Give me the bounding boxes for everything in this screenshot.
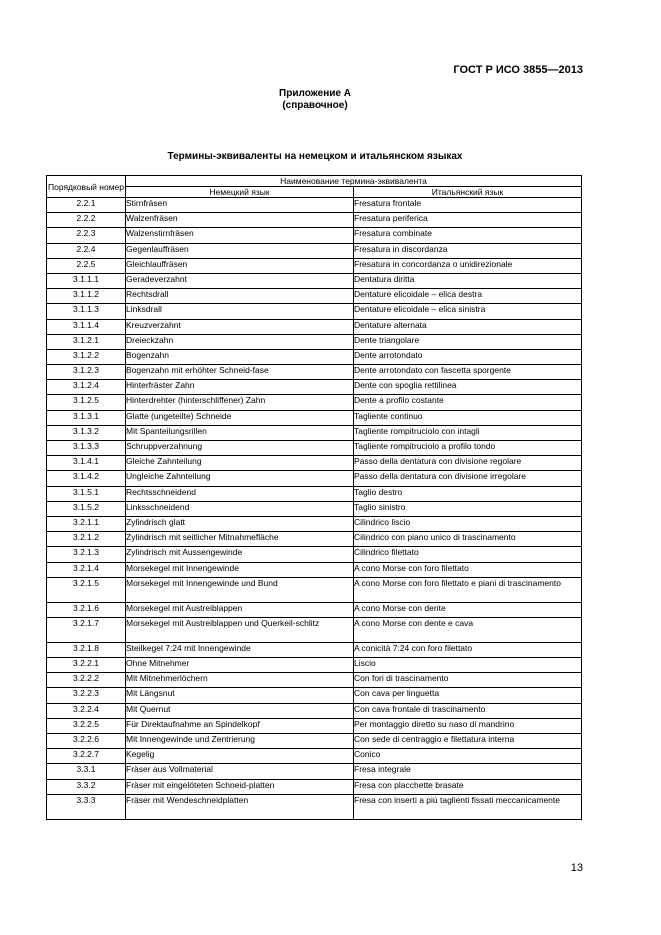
table-row <box>47 273 582 288</box>
table-row <box>47 532 582 547</box>
term-number: 3.2.2.5 <box>47 718 126 733</box>
term-number: 3.1.4.1 <box>47 456 126 471</box>
italian-term: A cono Morse con dente e cava <box>354 617 582 642</box>
term-number: 3.2.2.6 <box>47 734 126 749</box>
italian-term: Con cava frontale di trascinamento <box>354 703 582 718</box>
term-number: 3.2.2.1 <box>47 658 126 673</box>
annex-subtitle: (справочное) <box>282 100 348 111</box>
table-row <box>47 673 582 688</box>
italian-term: Fresatura combinate <box>354 228 582 243</box>
table-row <box>47 577 582 602</box>
german-term: Rechtsdrall <box>126 289 354 304</box>
table-row <box>47 547 582 562</box>
german-term: Gleichlauffräsen <box>126 258 354 273</box>
italian-term: Con fori di trascinamento <box>354 673 582 688</box>
table-row <box>47 718 582 733</box>
italian-term: Dente a profilo costante <box>354 395 582 410</box>
table-row <box>47 486 582 501</box>
table-row <box>47 365 582 380</box>
term-number: 3.1.2.1 <box>47 334 126 349</box>
table-row <box>47 642 582 657</box>
table-row <box>47 441 582 456</box>
table-row <box>47 703 582 718</box>
german-term: Mit Quernut <box>126 703 354 718</box>
german-term: Fräser mit eingelöteten Schneid-platten <box>126 779 354 794</box>
italian-term: A cono Morse con foro filettato e piani di trascinamento <box>354 577 582 602</box>
table-row <box>47 794 582 819</box>
table-row <box>47 779 582 794</box>
table-row <box>47 456 582 471</box>
table-row <box>47 243 582 258</box>
term-number: 3.1.3.2 <box>47 425 126 440</box>
col-number-header: Порядковый номер <box>47 176 126 198</box>
german-term: Kreuzverzahnt <box>126 319 354 334</box>
table-header-row <box>47 176 582 187</box>
italian-term: Cilindrico filettato <box>354 547 582 562</box>
italian-term: A conicità 7:24 con foro filettato <box>354 642 582 657</box>
term-number: 3.1.5.2 <box>47 501 126 516</box>
term-number: 3.2.1.5 <box>47 577 126 602</box>
german-term: Steilkegel 7:24 mit Innengewinde <box>126 642 354 657</box>
italian-term: Passo della dentatura con divisione regolare <box>354 456 582 471</box>
italian-term: Con cava per linguetta <box>354 688 582 703</box>
german-term: Linksschneidend <box>126 501 354 516</box>
table-row <box>47 562 582 577</box>
term-number: 3.2.1.3 <box>47 547 126 562</box>
table-row <box>47 304 582 319</box>
term-number: 3.1.1.2 <box>47 289 126 304</box>
table-row <box>47 516 582 531</box>
table-row <box>47 395 582 410</box>
german-term: Fräser aus Vollmaterial <box>126 764 354 779</box>
italian-term: Dente triangolare <box>354 334 582 349</box>
german-term: Linksdrall <box>126 304 354 319</box>
italian-term: Conico <box>354 749 582 764</box>
german-term: Hinterdrehter (hinterschliffener) Zahn <box>126 395 354 410</box>
italian-term: Tagliente rompitruciolo con intagli <box>354 425 582 440</box>
german-term: Bogenzahn <box>126 349 354 364</box>
table-row <box>47 425 582 440</box>
german-term: Mit Längsnut <box>126 688 354 703</box>
table-row <box>47 410 582 425</box>
term-number: 3.2.2.2 <box>47 673 126 688</box>
german-term: Zylindrisch mit seitlicher Mitnahmefläche <box>126 532 354 547</box>
term-number: 2.2.3 <box>47 228 126 243</box>
italian-term: A cono Morse con foro filettato <box>354 562 582 577</box>
italian-term: Taglio destro <box>354 486 582 501</box>
italian-term: Tagliente rompitruciolo a profilo tondo <box>354 441 582 456</box>
table-row <box>47 602 582 617</box>
term-number: 3.2.2.4 <box>47 703 126 718</box>
german-term: Morsekegel mit Austreiblappen <box>126 602 354 617</box>
table-row <box>47 258 582 273</box>
term-number: 3.2.1.4 <box>47 562 126 577</box>
italian-term: Passo della dentatura con divisione irregolare <box>354 471 582 486</box>
term-number: 3.1.3.1 <box>47 410 126 425</box>
table-subheader-row <box>47 187 582 198</box>
table-body <box>47 198 582 820</box>
annex-title: Приложение А <box>279 88 351 99</box>
german-term: Walzenstirnfräsen <box>126 228 354 243</box>
german-term: Morsekegel mit Austreiblappen und Querkeil-schlitz <box>126 617 354 642</box>
german-term: Mit Innengewinde und Zentrierung <box>126 734 354 749</box>
term-number: 3.1.3.3 <box>47 441 126 456</box>
term-number: 3.1.2.4 <box>47 380 126 395</box>
german-term: Morsekegel mit Innengewinde <box>126 562 354 577</box>
german-term: Walzenfräsen <box>126 213 354 228</box>
col-italian-header: Итальянский язык <box>354 187 582 198</box>
term-number: 2.2.2 <box>47 213 126 228</box>
italian-term: Fresa integrale <box>354 764 582 779</box>
term-number: 3.2.2.7 <box>47 749 126 764</box>
term-number: 3.1.1.4 <box>47 319 126 334</box>
italian-term: Dentature alternata <box>354 319 582 334</box>
table-row <box>47 764 582 779</box>
table-row <box>47 349 582 364</box>
german-term: Geradeverzahnt <box>126 273 354 288</box>
table-row <box>47 471 582 486</box>
term-number: 3.1.5.1 <box>47 486 126 501</box>
standard-code: ГОСТ Р ИСО 3855—2013 <box>453 64 583 76</box>
italian-term: Dentature elicoidale – elica destra <box>354 289 582 304</box>
german-term: Bogenzahn mit erhöhter Schneid-fase <box>126 365 354 380</box>
table-row <box>47 688 582 703</box>
german-term: Hinterfräster Zahn <box>126 380 354 395</box>
italian-term: Dentatura diritta <box>354 273 582 288</box>
page-number: 13 <box>570 862 583 874</box>
italian-term: Dente arrotondato <box>354 349 582 364</box>
italian-term: Fresa con inserti a più taglienti fissati meccanicamente <box>354 794 582 819</box>
italian-term: Fresatura frontale <box>354 198 582 213</box>
italian-term: Liscio <box>354 658 582 673</box>
german-term: Glatte (ungeteilte) Schneide <box>126 410 354 425</box>
italian-term: Cilindrico liscio <box>354 516 582 531</box>
italian-term: Taglio sinistro <box>354 501 582 516</box>
italian-term: Cilindrico con piano unico di trascinamento <box>354 532 582 547</box>
italian-term: Fresa con placchette brasate <box>354 779 582 794</box>
german-term: Stirnfräsen <box>126 198 354 213</box>
german-term: Ungleiche Zahnteilung <box>126 471 354 486</box>
table-caption: Термины-эквиваленты на немецком и итальянском языках <box>167 151 463 162</box>
italian-term: Fresatura in concordanza o unidirezionale <box>354 258 582 273</box>
table-row <box>47 289 582 304</box>
italian-term: Fresatura periferica <box>354 213 582 228</box>
german-term: Kegelig <box>126 749 354 764</box>
italian-term: Per montaggio diretto su naso di mandrino <box>354 718 582 733</box>
term-number: 3.1.4.2 <box>47 471 126 486</box>
italian-term: A cono Morse con dente <box>354 602 582 617</box>
table-row <box>47 319 582 334</box>
italian-term: Tagliente continuo <box>354 410 582 425</box>
italian-term: Con sede di centraggio e filettatura interna <box>354 734 582 749</box>
term-number: 3.1.1.3 <box>47 304 126 319</box>
term-number: 3.3.3 <box>47 794 126 819</box>
table-row <box>47 658 582 673</box>
german-term: Rechtsschneidend <box>126 486 354 501</box>
german-term: Fräser mit Wendeschneidplatten <box>126 794 354 819</box>
terms-table <box>46 175 582 820</box>
table-row <box>47 749 582 764</box>
term-number: 3.2.2.3 <box>47 688 126 703</box>
table-row <box>47 228 582 243</box>
german-term: Zylindrisch glatt <box>126 516 354 531</box>
term-number: 3.2.1.2 <box>47 532 126 547</box>
term-number: 2.2.1 <box>47 198 126 213</box>
table-row <box>47 734 582 749</box>
term-number: 3.2.1.6 <box>47 602 126 617</box>
term-number: 3.1.2.2 <box>47 349 126 364</box>
italian-term: Fresatura in discordanza <box>354 243 582 258</box>
german-term: Morsekegel mit Innengewinde und Bund <box>126 577 354 602</box>
german-term: Für Direktaufnahme an Spindelkopf <box>126 718 354 733</box>
german-term: Zylindrisch mit Aussengewinde <box>126 547 354 562</box>
italian-term: Dentature elicoidale – elica sinistra <box>354 304 582 319</box>
term-number: 3.2.1.7 <box>47 617 126 642</box>
table-row <box>47 334 582 349</box>
term-number: 3.1.2.3 <box>47 365 126 380</box>
term-number: 2.2.5 <box>47 258 126 273</box>
german-term: Mit Mitnehmerlöchern <box>126 673 354 688</box>
term-number: 3.2.1.8 <box>47 642 126 657</box>
german-term: Schruppverzahnung <box>126 441 354 456</box>
term-number: 2.2.4 <box>47 243 126 258</box>
table-row <box>47 501 582 516</box>
col-name-header: Наименование термина-эквивалента <box>126 176 582 187</box>
term-number: 3.3.1 <box>47 764 126 779</box>
table-row <box>47 198 582 213</box>
german-term: Gegenlauffräsen <box>126 243 354 258</box>
german-term: Mit Spanteilungsrillen <box>126 425 354 440</box>
italian-term: Dente arrotondato con fascetta sporgente <box>354 365 582 380</box>
term-number: 3.1.2.5 <box>47 395 126 410</box>
german-term: Dreieckzahn <box>126 334 354 349</box>
col-german-header: Немецкий язык <box>126 187 354 198</box>
term-number: 3.1.1.1 <box>47 273 126 288</box>
term-number: 3.2.1.1 <box>47 516 126 531</box>
table-row <box>47 617 582 642</box>
italian-term: Dente con spoglia rettilinea <box>354 380 582 395</box>
term-number: 3.3.2 <box>47 779 126 794</box>
table-row <box>47 380 582 395</box>
german-term: Ohne Mitnehmer <box>126 658 354 673</box>
german-term: Gleiche Zahnteilung <box>126 456 354 471</box>
table-row <box>47 213 582 228</box>
